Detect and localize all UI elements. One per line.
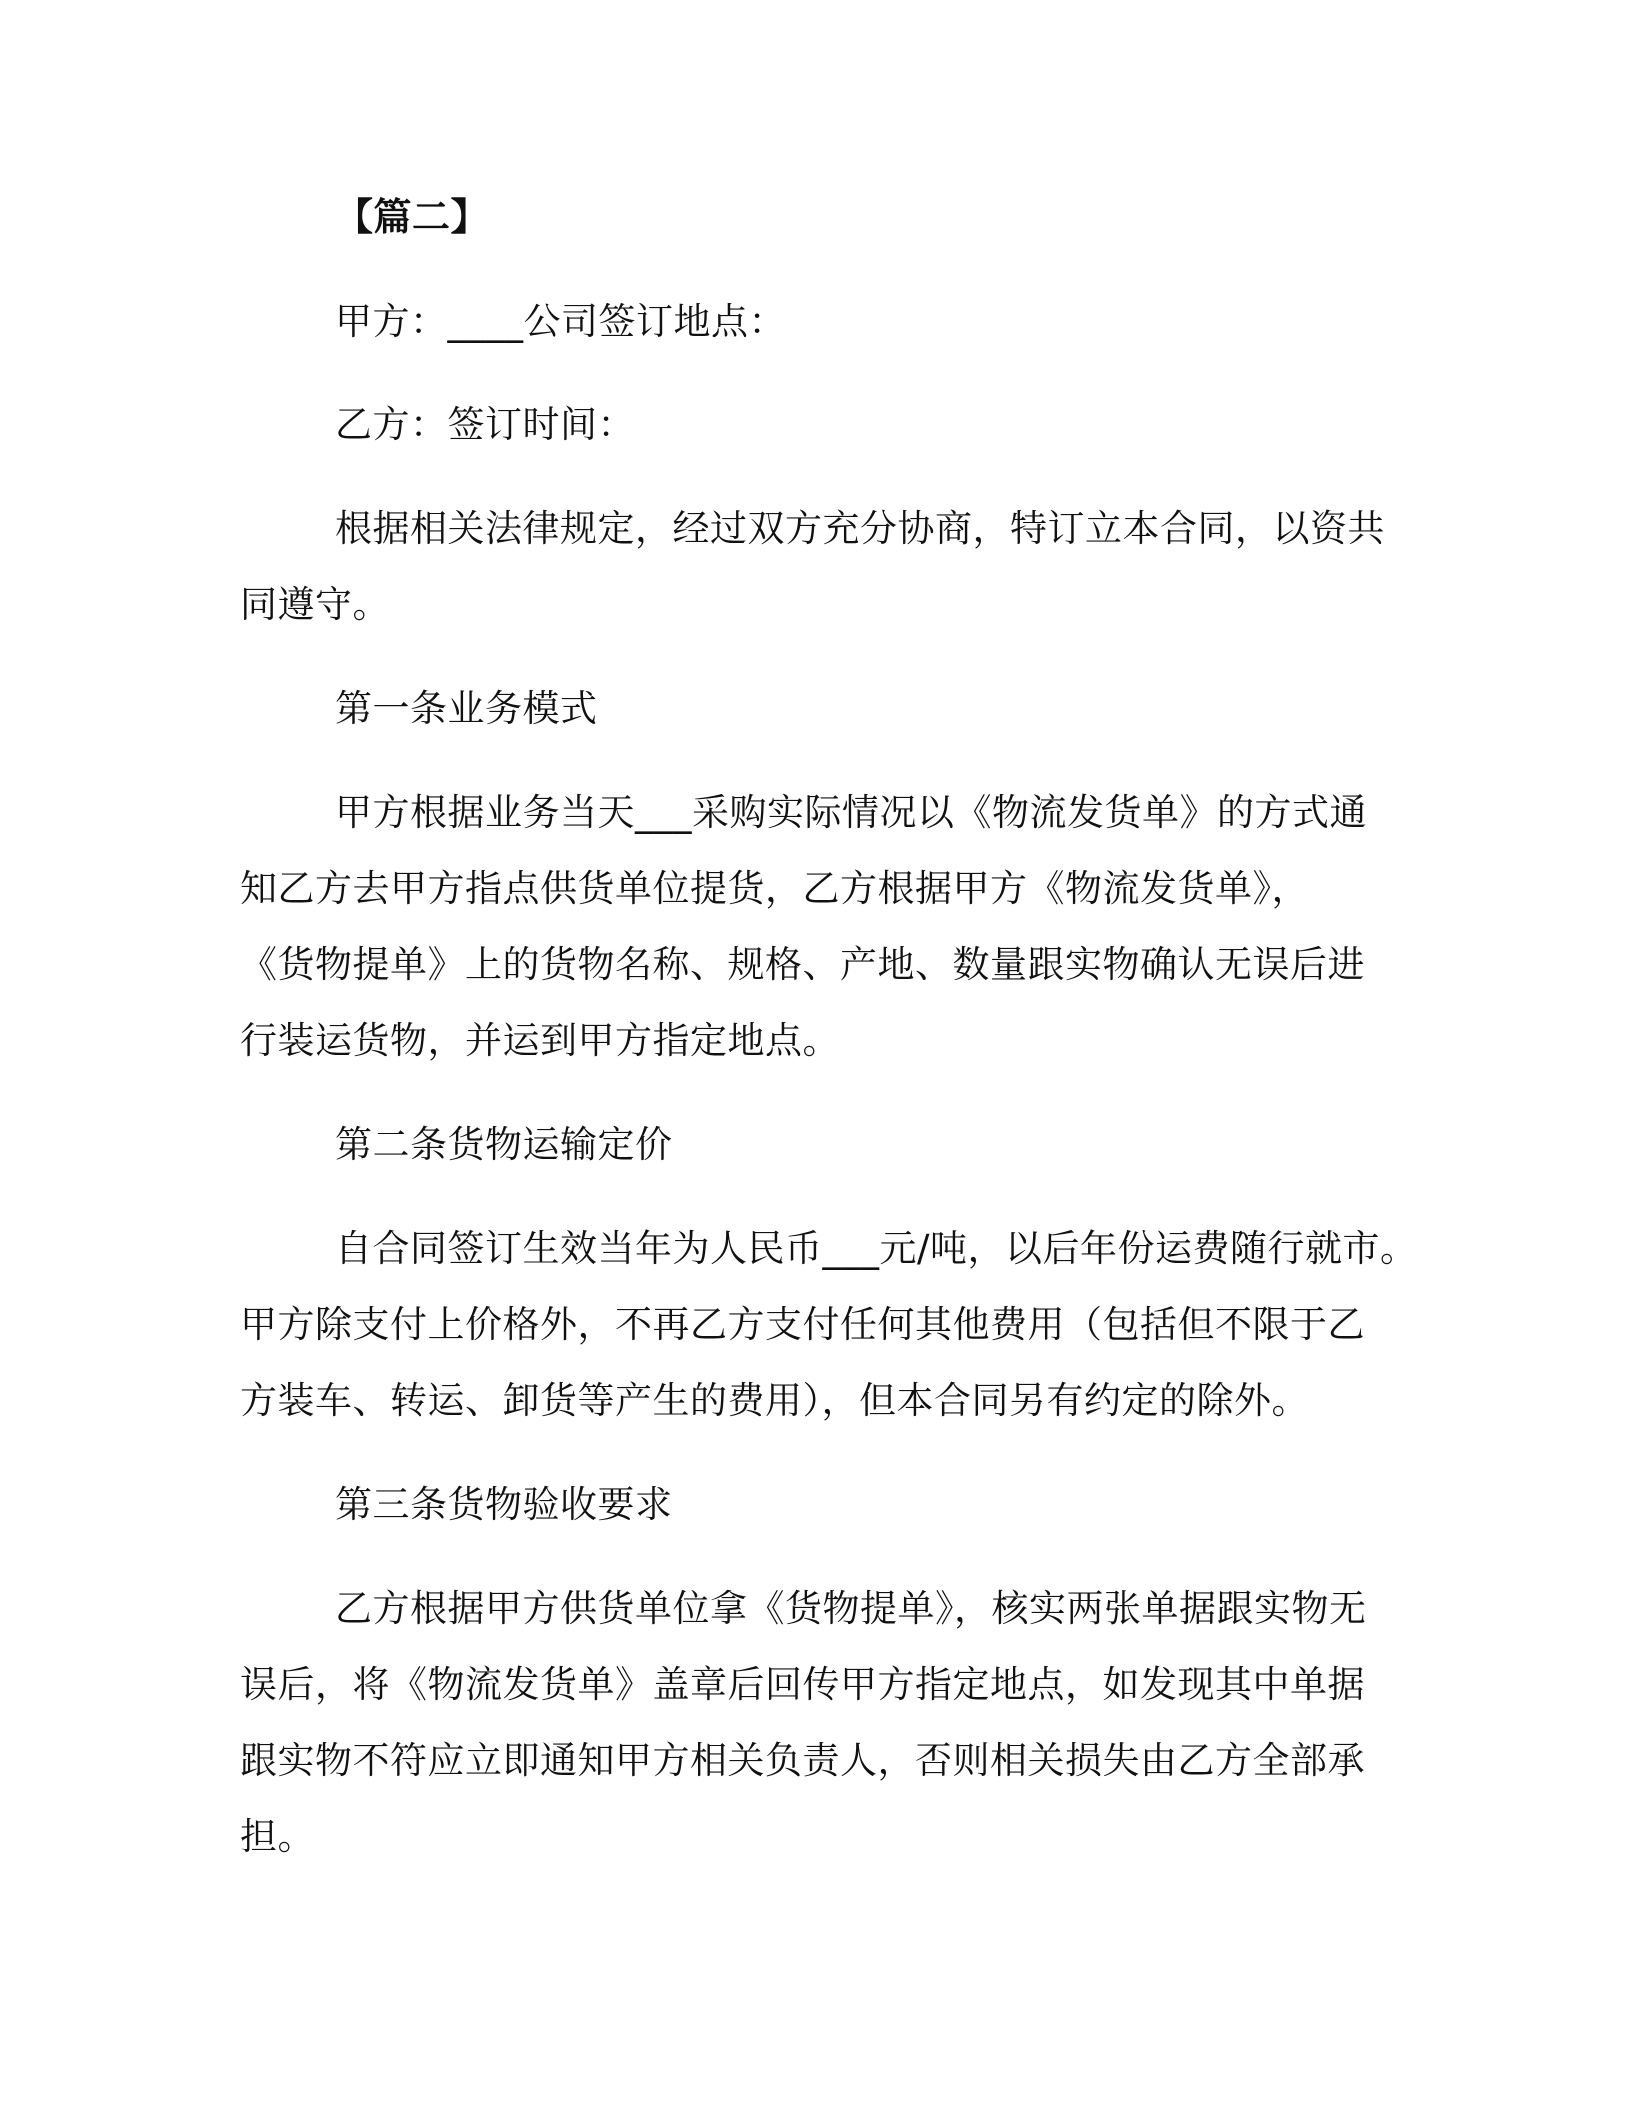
article2-line-1: 自合同签订生效当年为人民币___元/吨，以后年份运费随行就市。 <box>335 1227 1418 1270</box>
article1-line-1: 甲方根据业务当天___采购实际情况以《物流发货单》的方式通 <box>335 791 1367 834</box>
article2-line-3: 方装车、转运、卸货等产生的费用），但本合同另有约定的除外。 <box>240 1379 1309 1422</box>
preamble-line-2: 同遵守。 <box>240 583 390 626</box>
article3-line-1: 乙方根据甲方供货单位拿《货物提单》，核实两张单据跟实物无 <box>335 1587 1367 1630</box>
preamble-line-1: 根据相关法律规定，经过双方充分协商，特订立本合同，以资共 <box>335 507 1385 550</box>
article3-line-4: 担。 <box>240 1815 315 1858</box>
article1-line-3: 《货物提单》上的货物名称、规格、产地、数量跟实物确认无误后进 <box>240 943 1365 986</box>
party-b-line: 乙方：签订时间： <box>335 403 635 446</box>
article3-line-2: 误后，将《物流发货单》盖章后回传甲方指定地点，如发现其中单据 <box>240 1663 1365 1706</box>
article2-title: 第二条货物运输定价 <box>335 1123 673 1166</box>
article1-line-4: 行装运货物，并运到甲方指定地点。 <box>240 1019 840 1062</box>
article3-title: 第三条货物验收要求 <box>335 1483 673 1526</box>
article1-title: 第一条业务模式 <box>335 687 598 730</box>
section-title: 【篇二】 <box>335 195 490 239</box>
article1-line-2: 知乙方去甲方指点供货单位提货，乙方根据甲方《物流发货单》， <box>240 867 1309 910</box>
article3-line-3: 跟实物不符应立即通知甲方相关负责人，否则相关损失由乙方全部承 <box>240 1739 1365 1782</box>
article2-line-2: 甲方除支付上价格外，不再乙方支付任何其他费用（包括但不限于乙 <box>240 1303 1365 1346</box>
party-a-line: 甲方：____公司签订地点： <box>335 300 786 343</box>
